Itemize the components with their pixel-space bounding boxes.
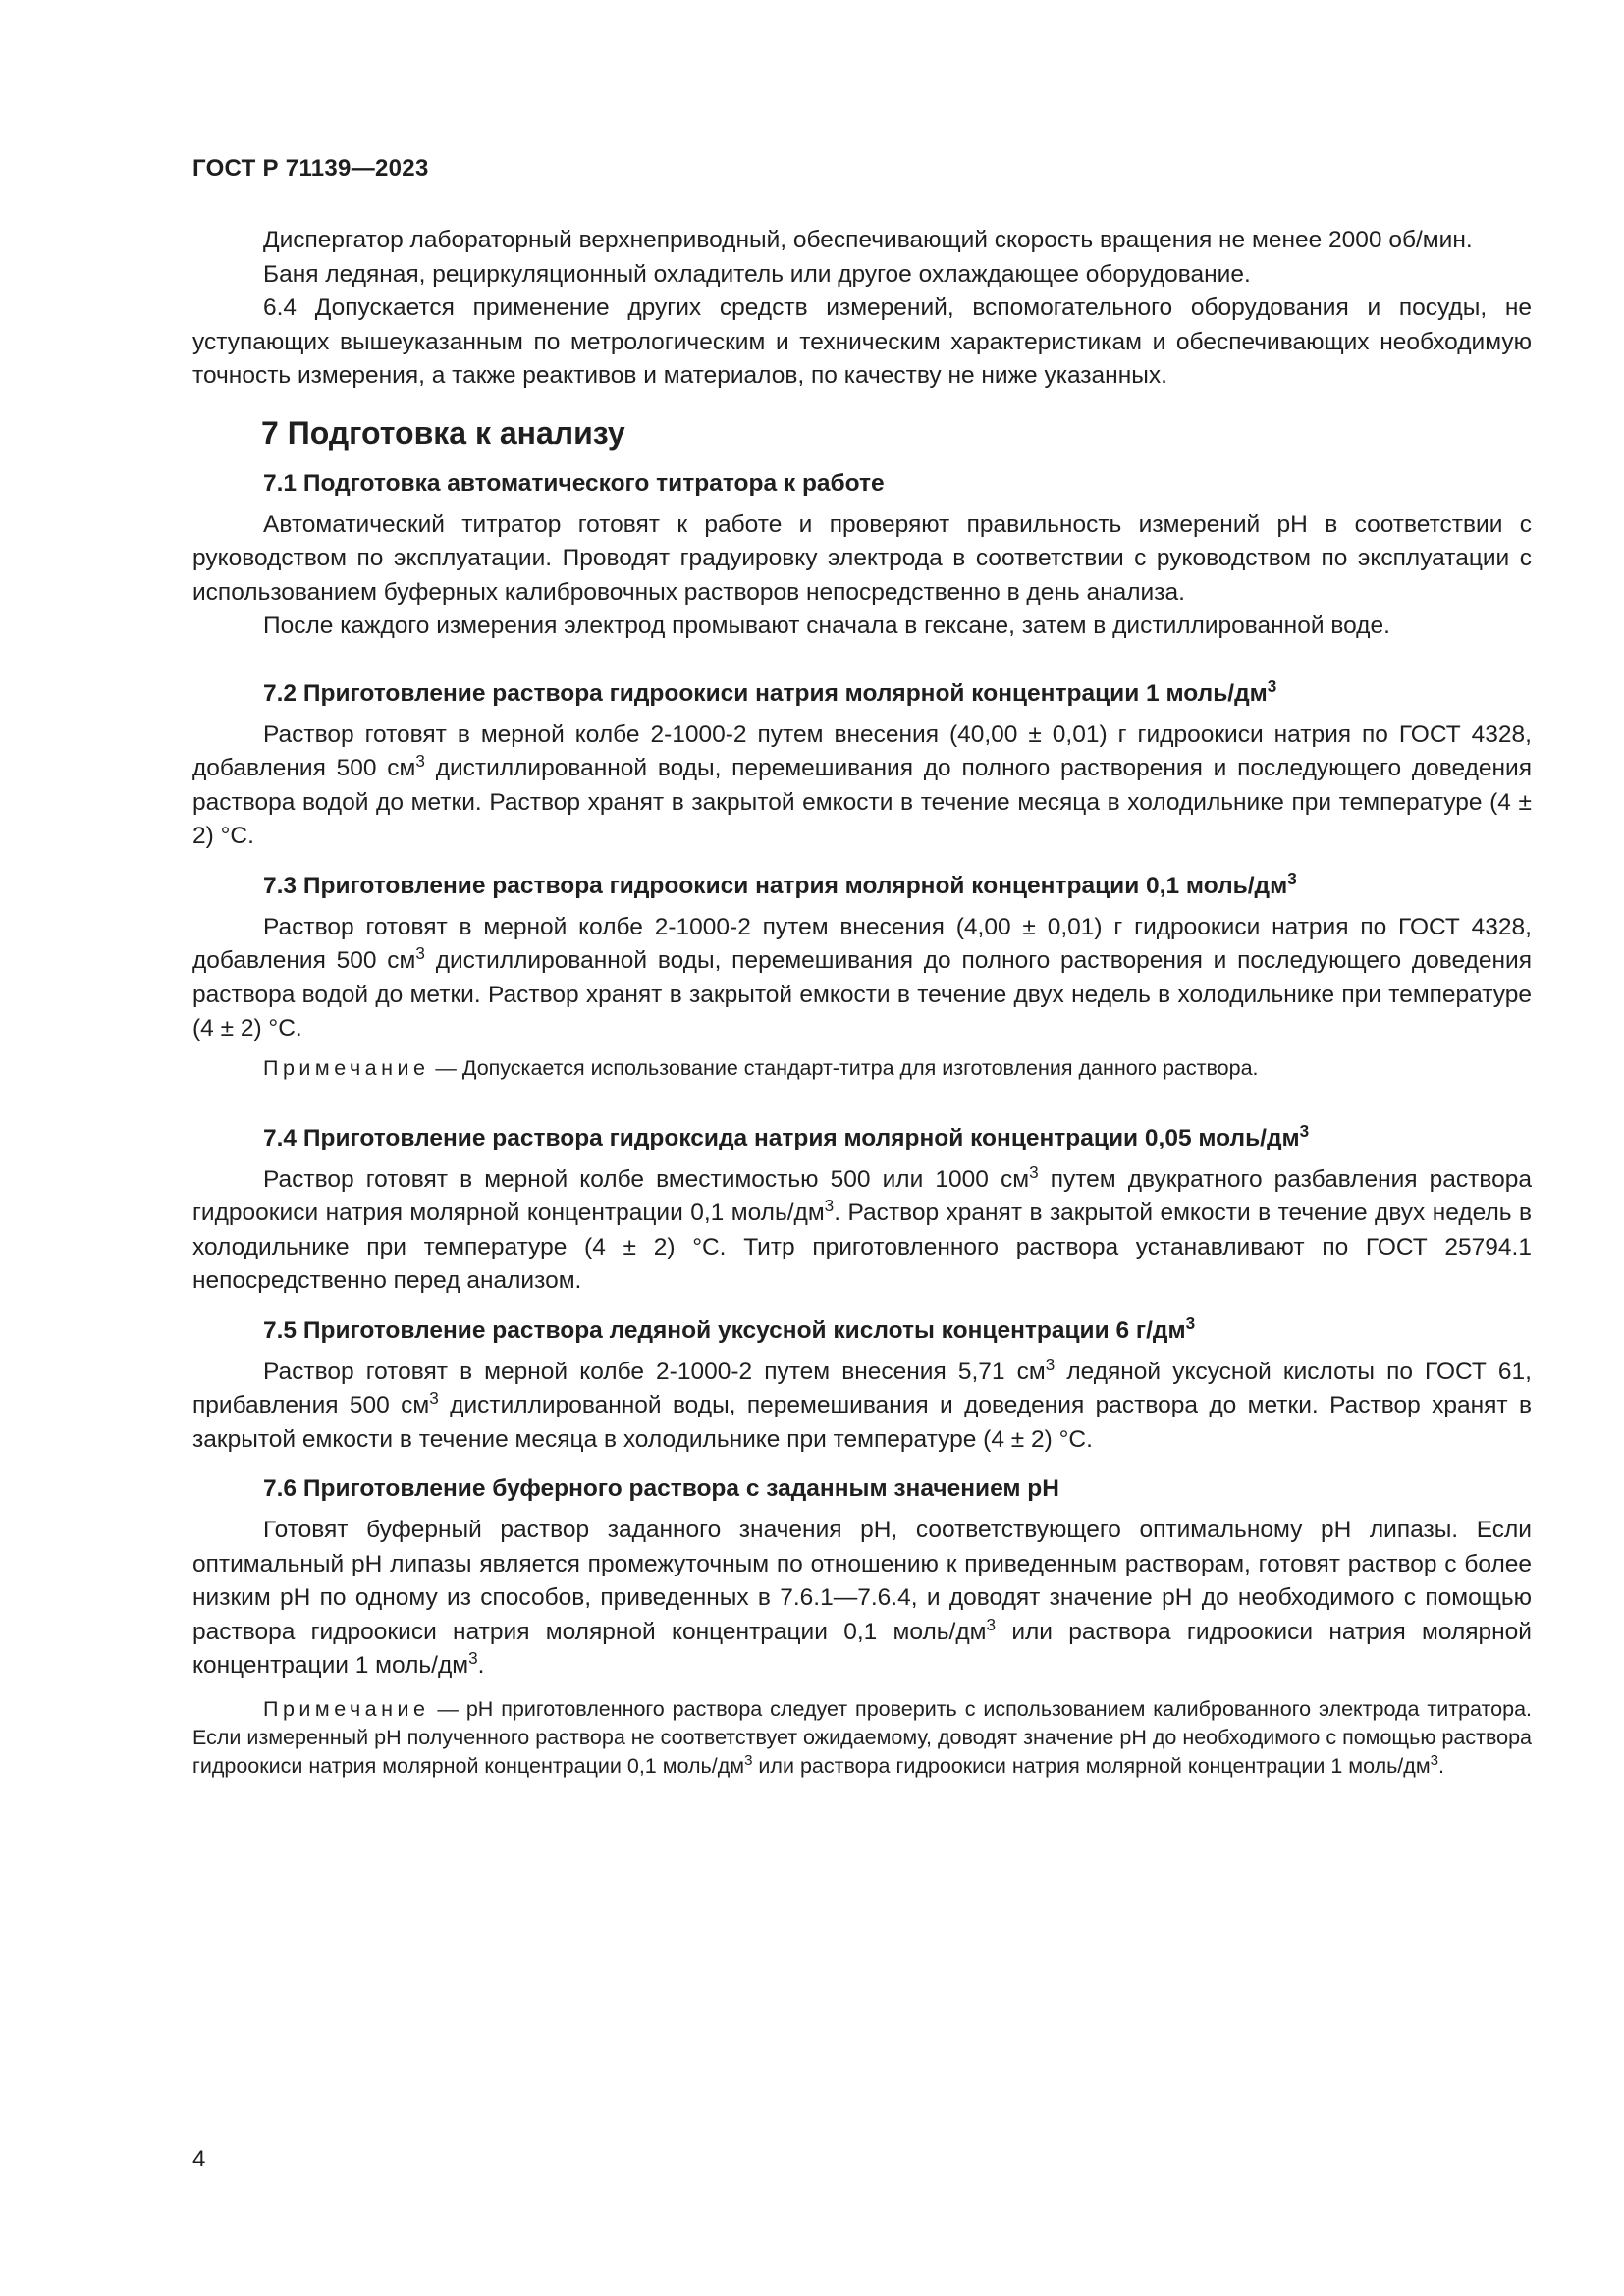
paragraph-7-3: Раствор готовят в мерной колбе 2-1000-2 путем внесения (4,00 ± 0,01) г гидроокиси натрия по ГОСТ 4328, добавления 500 $см^3$ дистиллированной воды, перемешивания до полного растворения и последующего доведения раствора водой до метки. Раствор хранят в закрытой емкости в течение двух недель в холодильнике при температуре (4 ± 2) °С.: [192, 913, 1532, 1041]
note-7-3: Примечание — Допускается использование стандарт-титра для изготовления данного раствора.: [263, 1055, 1259, 1080]
paragraph-7-4: Раствор готовят в мерной колбе вместимостью 500 или 1000 $см^3$ путем двукратного разбавления раствора гидроокиси натрия молярной концентрации 0,1 моль/$дм^3$. Раствор хранят в закрытой емкости в течение двух недель в холодильнике при температуре (4 ± 2) °С. Титр приготовленного раствора устанавливают по ГОСТ 25794.1 непосредственно перед анализом.: [192, 1161, 1533, 1294]
page-number: 4: [192, 2146, 206, 2172]
document-id: ГОСТ Р 71139—2023: [192, 155, 429, 182]
subsection-title-7-2: 7.2 Приготовление раствора гидроокиси натрия молярной концентрации 1 моль/$дм^3$: [263, 675, 1277, 707]
paragraph-7-2: Раствор готовят в мерной колбе 2-1000-2 путем внесения (40,00 ± 0,01) г гидроокиси натрия по ГОСТ 4328, добавления 500 $см^3$ дистиллированной воды, перемешивания до полного растворения и последующего доведения раствора водой до метки. Раствор хранят в закрытой емкости в течение месяца в холодильнике при температуре (4 ± 2) °С.: [192, 721, 1532, 849]
subsection-title-7-1: 7.1 Подготовка автоматического титратора к работе: [263, 469, 885, 497]
note-label: Примечание: [263, 1055, 430, 1080]
subsection-title-7-5: 7.5 Приготовление раствора ледяной уксусной кислоты концентрации 6 $г/дм^3$: [263, 1312, 1196, 1344]
paragraph-7-6: Готовят буферный раствор заданного значения pH, соответствующего оптимальному pH липазы. Если оптимальный pH липазы является промежуточным по отношению к приведенным растворам, готовят раствор с более низким pH по одному из способов, приведенных в 7.6.1—7.6.4, и доводят значение pH до необходимого с помощью раствора гидроокиси натрия молярной концентрации 0,1 моль/$дм^3$ или раствора гидроокиси натрия молярной концентрации 1 моль/$дм^3$.: [192, 1517, 1532, 1679]
paragraph-ice-bath: Баня ледяная, рециркуляционный охладитель или другое охлаждающее оборудование.: [263, 260, 1251, 288]
note-7-6: Примечание — pH приготовленного раствора следует проверить с использованием калиброванного электрода титратора. Если измеренный pH полученного раствора не соответствует ожидаемому, доводят значение pH до необходимого с помощью раствора гидроокиси натрия молярной концентрации 0,1 моль/$дм^3$ или раствора гидроокиси натрия молярной концентрации 1 моль/$дм^3$.: [192, 1696, 1532, 1778]
paragraph-7-5: Раствор готовят в мерной колбе 2-1000-2 путем внесения 5,71 $см^3$ ледяной уксусной кислоты по ГОСТ 61, прибавления 500 $см^3$ дистиллированной воды, перемешивания и доведения раствора до метки. Раствор хранят в закрытой емкости в течение месяца в холодильнике при температуре (4 ± 2) °С.: [192, 1354, 1532, 1453]
paragraph-7-1-b: После каждого измерения электрод промывают сначала в гексане, затем в дистиллированной воде.: [263, 613, 1390, 639]
paragraph-7-1-a: Автоматический титратор готовят к работе и проверяют правильность измерений pH в соответствии с руководством по эксплуатации. Проводят градуировку электрода в соответствии с руководством по эксплуатации с использованием буферных калибровочных растворов непосредственно в день анализа.: [192, 510, 1532, 606]
note-label: Примечание: [263, 1696, 430, 1721]
page-content: [192, 224, 1532, 1787]
section-title-7: 7 Подготовка к анализу: [261, 414, 625, 451]
subsection-title-7-6: 7.6 Приготовление буферного раствора с заданным значением pH: [263, 1475, 1059, 1502]
paragraph-6-4: 6.4 Допускается применение других средств измерений, вспомогательного оборудования и посуды, не уступающих вышеуказанным по метрологическим и техническим характеристикам и обеспечивающих необходимую точность измерения, а также реактивов и материалов, по качеству не ниже указанных.: [192, 294, 1532, 389]
subsection-title-7-3: 7.3 Приготовление раствора гидроокиси натрия молярной концентрации 0,1 моль/$дм^3$: [263, 868, 1297, 899]
subsection-title-7-4: 7.4 Приготовление раствора гидроксида натрия молярной концентрации 0,05 моль/$дм^3$: [263, 1120, 1310, 1151]
paragraph-disperser: Диспергатор лабораторный верхнеприводный, обеспечивающий скорость вращения не менее 2000 об/мин.: [263, 227, 1473, 253]
